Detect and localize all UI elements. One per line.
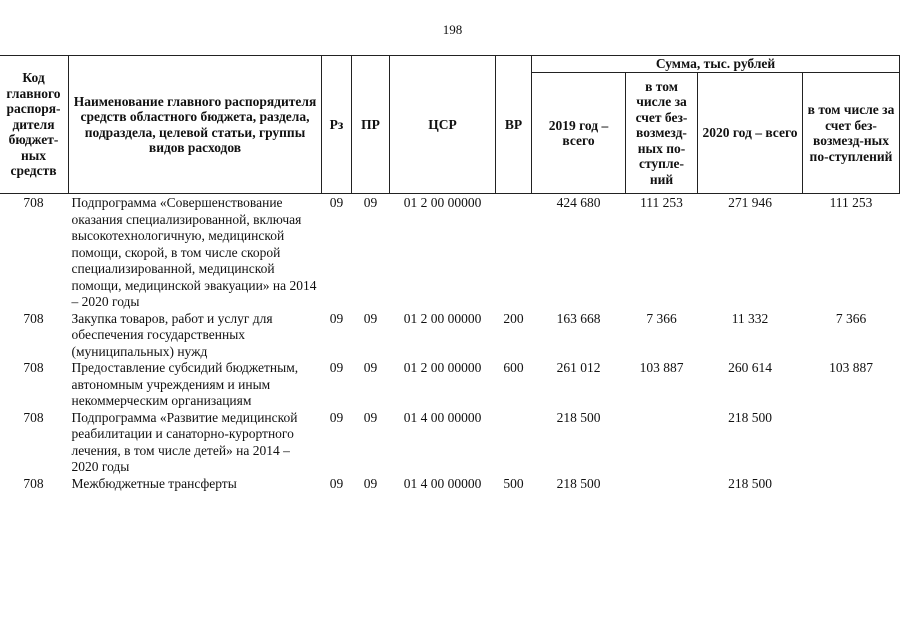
cell-vr: 600 [503,360,524,375]
cell-2020-total: 218 500 [728,409,772,425]
cell-2020-grants: 7 366 [835,310,867,326]
budget-table [0,55,900,492]
cell-2020-total: 218 500 [728,475,772,491]
cell-2019-total: 218 500 [556,409,601,425]
page-number: 198 [442,22,463,37]
cell-name: Подпрограмма «Совершенствование оказания специализированной, включая высокотехнологичную, медицинской помощи, скорой, в том числе скорой специализированной, медицинской помощи, медицинской эвакуации» на 2014 – 2020 годы [71,195,317,309]
cell-code: 708 [23,360,44,375]
cell-2019-grants: 111 253 [640,195,683,210]
cell-pr: 09 [363,310,378,326]
header-vr: ВР [496,56,532,194]
cell-2019-total: 424 680 [556,195,601,210]
cell-2019-grants [626,410,698,476]
table-row [0,194,900,311]
header-sum: Сумма, тыс. рублей [532,56,900,73]
table-row [0,311,900,361]
cell-code: 708 [23,310,44,326]
header-code: Код главного распоря-дителя бюджет-ных средств [0,56,69,194]
cell-2020-total: 11 332 [731,310,769,326]
table-row [0,476,900,493]
cell-csr: 01 2 00 00000 [403,360,482,375]
cell-pr: 09 [363,360,378,375]
cell-rz: 09 [329,310,344,326]
header-2019-total: 2019 год – всего [532,73,626,194]
cell-name: Межбюджетные трансферты [71,475,237,491]
cell-2019-grants [626,476,698,493]
cell-2019-total: 163 668 [556,310,601,326]
cell-code: 708 [23,409,44,425]
cell-2019-total: 218 500 [556,475,601,491]
table-row [0,410,900,476]
cell-2019-grants: 103 887 [639,360,684,375]
header-name: Наименование главного распорядителя средств областного бюджета, раздела, подраздела, целевой статьи, группы видов расходов [69,56,322,194]
cell-rz: 09 [329,195,344,210]
cell-csr: 01 2 00 00000 [403,310,482,326]
cell-name: Подпрограмма «Развитие медицинской реабилитации и санаторно-курортного лечения, в том числе детей» на 2014 – 2020 годы [71,409,298,474]
cell-2020-grants: 111 253 [829,195,873,210]
table-body [0,194,900,493]
cell-2020-grants: 103 887 [829,360,873,375]
cell-rz: 09 [329,409,344,425]
cell-vr: 500 [503,475,524,491]
cell-pr: 09 [363,195,378,210]
table-header [0,56,900,194]
cell-2019-grants: 7 366 [646,310,677,326]
header-rz: Рз [322,56,352,194]
cell-vr: 200 [503,310,524,326]
cell-rz: 09 [329,475,344,491]
cell-csr: 01 2 00 00000 [403,195,482,210]
header-2020-grants: в том числе за счет без-возмезд-ных по-ступлений [803,73,900,194]
cell-2019-total: 261 012 [556,360,601,375]
header-csr: ЦСР [390,56,496,194]
header-2020-total: 2020 год – всего [698,73,803,194]
cell-code: 708 [23,475,44,491]
cell-2020-total: 271 946 [728,195,772,210]
header-2019-grants: в том числе за счет без-возмезд-ных по-ступле-ний [626,73,698,194]
cell-pr: 09 [363,409,378,425]
cell-csr: 01 4 00 00000 [403,475,482,491]
cell-2020-total: 260 614 [728,360,772,375]
cell-2020-grants [803,476,900,493]
cell-2020-grants [803,410,900,476]
cell-csr: 01 4 00 00000 [403,409,482,425]
cell-name: Закупка товаров, работ и услуг для обеспечения государственных (муниципальных) нужд [71,310,273,359]
cell-pr: 09 [363,475,378,491]
cell-rz: 09 [329,360,344,375]
cell-code: 708 [23,195,44,210]
cell-name: Предоставление субсидий бюджетным, автономным учреждениям и иным некоммерческим организациям [71,360,299,408]
header-pr: ПР [352,56,390,194]
cell-vr [496,194,532,311]
table-row [0,360,900,410]
cell-vr [496,410,532,476]
